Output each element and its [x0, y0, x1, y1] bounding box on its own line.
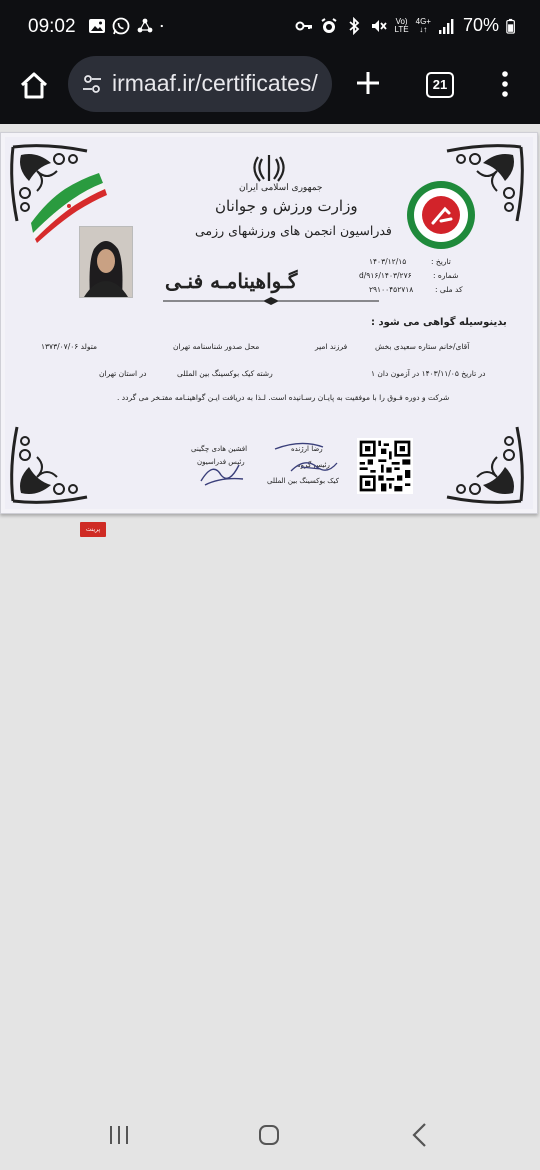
tune-icon[interactable] [82, 74, 102, 94]
exam-field: رشته کیک بوکسینگ بین المللی [177, 369, 273, 378]
completion-statement: شرکت و دوره فـوق را با موفقیت به پایـان رسـانیده است. لـذا به دریافت ایـن گواهینـامه مفتـخر می گردد . [117, 393, 450, 402]
browser-toolbar [0, 56, 540, 124]
exam-date: در تاریخ ۱۴۰۳/۱۱/۰۵ در آزمون دان ۱ [371, 369, 486, 378]
certificate-image [0, 132, 538, 514]
federation-text: فدراسیون انجمن های ورزشهای رزمی [195, 223, 392, 238]
holder-father: فرزند امیر [315, 342, 348, 351]
holder-issue-place: محل صدور شناسنامه تهران [173, 342, 260, 351]
print-button[interactable]: پرینت [80, 522, 106, 537]
network-4g-label: 4G+ ↓↑ [415, 16, 431, 34]
gallery-icon [88, 17, 106, 35]
federation-logo-icon [405, 179, 477, 251]
signatory2-name: رضا ارژنده [291, 445, 323, 453]
dot-icon [160, 17, 168, 35]
page-content [0, 124, 540, 1124]
plus-icon[interactable] [354, 69, 382, 97]
certificate-title: گـواهینامـه فنـی [165, 269, 298, 293]
signature1-image [199, 457, 245, 487]
signatory2-role: رئیس گروه [297, 461, 330, 469]
signatory1-name: افشین هادی چگینی [191, 445, 248, 453]
exam-province: در استان تهران [99, 369, 147, 378]
status-notification-icons [88, 17, 168, 35]
national-code-value: ۲۹۱۰۰۴۵۲۷۱۸ [369, 285, 414, 294]
network-lte-label: Vo) LTE [394, 16, 409, 34]
system-navigation-bar [0, 1100, 540, 1170]
key-icon [295, 17, 313, 35]
qr-code-image [357, 438, 413, 494]
back-icon[interactable] [410, 1122, 430, 1148]
mute-icon [370, 17, 388, 35]
battery-percent: 70% [462, 15, 499, 35]
bluetooth-icon [345, 17, 363, 35]
applicant-photo [79, 226, 133, 298]
nav-home-icon[interactable] [258, 1124, 280, 1146]
ministry-text: وزارت ورزش و جوانان [215, 197, 358, 215]
recent-apps-icon[interactable] [108, 1124, 130, 1146]
iran-emblem-icon [252, 153, 286, 183]
holder-birth-date: متولد ۱۳۷۳/۰۷/۰۶ [41, 342, 98, 351]
date-value: ۱۴۰۳/۱۲/۱۵ [369, 257, 407, 266]
holder-name: آقای/خانم ستاره سعیدی بخش [375, 342, 470, 351]
ornament-bottom-right [431, 411, 527, 507]
sync-icon [136, 17, 154, 35]
status-time: 09:02 [28, 16, 76, 37]
battery-icon [506, 17, 516, 35]
signal-icon [438, 17, 456, 35]
signatory1-role: رئیس فدراسیون [197, 458, 245, 466]
url-text[interactable]: irmaaf.ir/certificates/ [112, 70, 318, 96]
intro-text: بدینوسیله گواهی می شود : [371, 317, 507, 328]
number-value: ۱۴۰۳/۲۷۶/d/۹۱۶ [359, 271, 412, 280]
tab-switcher-button[interactable]: 21 [426, 72, 454, 98]
home-icon[interactable] [18, 70, 50, 102]
status-bar [0, 0, 540, 56]
ornament-bottom-left [7, 411, 103, 507]
portrait-image [80, 227, 132, 297]
signature2-image [271, 437, 341, 477]
status-system-icons [295, 15, 516, 36]
whatsapp-icon [112, 17, 130, 35]
republic-text: جمهوری اسلامی ایران [239, 183, 323, 193]
address-bar[interactable] [68, 56, 332, 112]
title-divider [163, 297, 379, 305]
more-vert-icon[interactable] [500, 70, 510, 98]
signatory2-subtitle: کیک بوکسینگ بین المللی [267, 477, 339, 485]
date-label: تاریخ : [431, 257, 451, 266]
national-code-label: کد ملی : [435, 285, 463, 294]
alarm-icon [320, 17, 338, 35]
number-label: شماره : [433, 271, 459, 280]
